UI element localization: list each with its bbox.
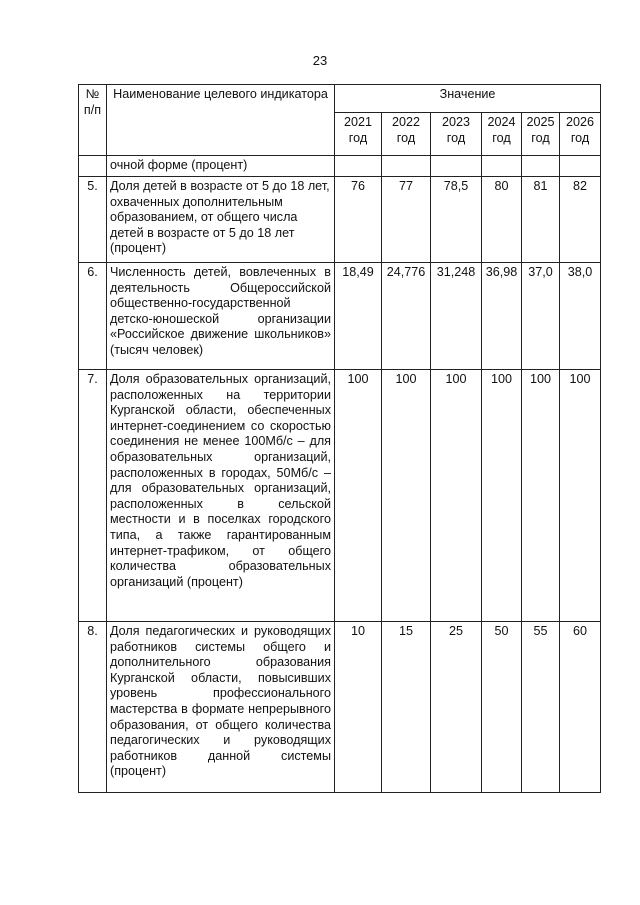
value-cell: 24,776 [382, 263, 431, 370]
value-cell: 100 [431, 370, 482, 622]
indicator-name: Доля педагогических и руководящих работников системы общего и дополнительного образования Курганской области, повысивших уровень профессионального мастерства в формате непрерывного образования, от общего количества педагогических и руководящих работников данной системы (процент) [107, 622, 335, 793]
value-cell: 38,0 [560, 263, 601, 370]
value-cell: 10 [335, 622, 382, 793]
row-number: 8. [79, 622, 107, 793]
header-num: № п/п [79, 85, 107, 156]
value-cell: 37,0 [522, 263, 560, 370]
indicator-name: Численность детей, вовлеченных в деятельность Общероссийской общественно-государственной детско-юношеской организации «Российское движение школьников» (тысяч человек) [107, 263, 335, 370]
cell-empty [382, 156, 431, 177]
value-cell: 100 [560, 370, 601, 622]
value-cell: 15 [382, 622, 431, 793]
value-cell: 60 [560, 622, 601, 793]
header-year: 2022 год [382, 113, 431, 156]
header-row [79, 85, 601, 113]
header-year: 2023 год [431, 113, 482, 156]
header-year: 2024 год [482, 113, 522, 156]
value-cell: 55 [522, 622, 560, 793]
value-cell: 100 [522, 370, 560, 622]
cell-empty [335, 156, 382, 177]
value-cell: 18,49 [335, 263, 382, 370]
cell-num [79, 156, 107, 177]
value-cell: 76 [335, 177, 382, 263]
indicators-table [78, 84, 601, 793]
value-cell: 100 [482, 370, 522, 622]
value-cell: 31,248 [431, 263, 482, 370]
row-number: 7. [79, 370, 107, 622]
row-number: 6. [79, 263, 107, 370]
cell-empty [482, 156, 522, 177]
header-year: 2025 год [522, 113, 560, 156]
cell-empty [431, 156, 482, 177]
cell-empty [560, 156, 601, 177]
indicator-name: Доля детей в возрасте от 5 до 18 лет, охваченных дополнительным образованием, от общего числа детей в возрасте от 5 до 18 лет (процент) [107, 177, 335, 263]
value-cell: 25 [431, 622, 482, 793]
indicator-name: Доля образовательных организаций, расположенных на территории Курганской области, обеспеченных интернет-соединением со скоростью соединения не менее 100Мб/с – для образовательных организаций, расположенных в городах, 50Мб/с – для образовательных организаций, расположенных в сельской местности и в поселках городского типа, а также гарантированным интернет-трафиком, от общего количества образовательных организаций (процент) [107, 370, 335, 622]
cell-empty [522, 156, 560, 177]
continuation-text: очной форме (процент) [107, 156, 335, 177]
continuation-row [79, 156, 601, 177]
value-cell: 78,5 [431, 177, 482, 263]
table-row [79, 263, 601, 370]
header-value: Значение [335, 85, 601, 113]
header-year: 2021 год [335, 113, 382, 156]
value-cell: 80 [482, 177, 522, 263]
table-row [79, 177, 601, 263]
page-number: 23 [312, 53, 328, 68]
value-cell: 50 [482, 622, 522, 793]
value-cell: 36,98 [482, 263, 522, 370]
value-cell: 100 [382, 370, 431, 622]
header-year: 2026 год [560, 113, 601, 156]
value-cell: 77 [382, 177, 431, 263]
row-number: 5. [79, 177, 107, 263]
value-cell: 81 [522, 177, 560, 263]
table-row [79, 622, 601, 793]
value-cell: 100 [335, 370, 382, 622]
header-name: Наименование целевого индикатора [107, 85, 335, 156]
value-cell: 82 [560, 177, 601, 263]
table-row [79, 370, 601, 622]
